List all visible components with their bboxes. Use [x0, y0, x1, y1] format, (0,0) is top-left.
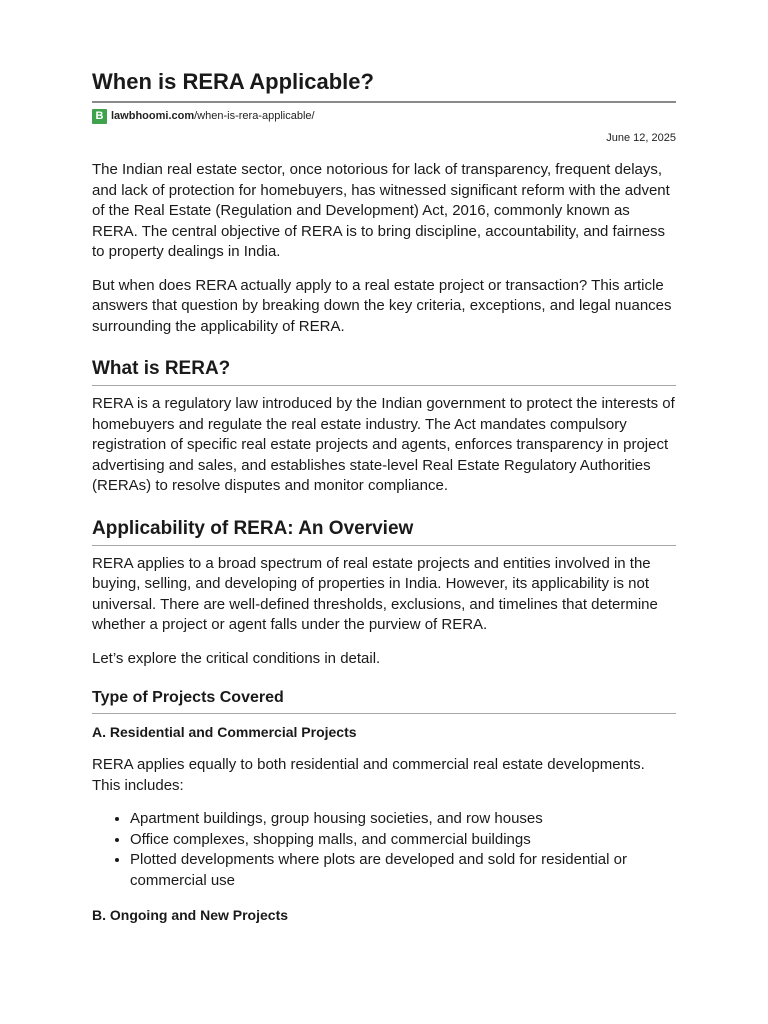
site-favicon-icon: B: [92, 109, 107, 124]
what-is-rera-heading: What is RERA?: [92, 358, 231, 379]
applicability-heading: Applicability of RERA: An Overview: [92, 517, 414, 539]
article-title: When is RERA Applicable?: [92, 69, 374, 94]
ongoing-new-projects-heading: B. Ongoing and New Projects: [92, 907, 289, 923]
source-path: /when-is-rera-applicable/: [194, 110, 315, 122]
applicability-followup: Let’s explore the critical conditions in detail.: [92, 649, 381, 667]
residential-commercial-paragraph: RERA applies equally to both residential and commercial real estate developments. This includes:: [92, 756, 645, 794]
intro-paragraph-2: But when does RERA actually apply to a real estate project or transaction? This article answers that question by breaking down the key criteria, exceptions, and legal nuances surrounding the applicability of RERA.: [92, 276, 672, 335]
project-types-list: [92, 809, 676, 891]
source-link[interactable]: [111, 108, 315, 124]
projects-covered-heading: Type of Projects Covered: [92, 689, 284, 706]
residential-commercial-heading: A. Residential and Commercial Projects: [92, 724, 357, 740]
intro-paragraph-1: The Indian real estate sector, once notorious for lack of transparency, frequent delays, and lack of protection for homebuyers, has witnessed significant reform with the advent of the Real Estate (Regulation and Development) Act, 2016, commonly known as RERA. The central objective of RERA is to bring discipline, accountability, and fairness to property dealings in India.: [92, 161, 670, 260]
list-item: • Apartment buildings, group housing societies, and row houses: [130, 809, 676, 830]
list-item: • Plotted developments where plots are developed and sold for residential or commercial use: [130, 850, 676, 891]
article-date: June 12, 2025: [606, 132, 676, 144]
source-domain: lawbhoomi.com: [111, 110, 195, 122]
projects-covered-divider: [92, 713, 676, 714]
source-line: [92, 108, 676, 124]
what-is-rera-divider: [92, 385, 676, 386]
title-divider: [92, 101, 676, 103]
what-is-rera-paragraph: RERA is a regulatory law introduced by the Indian government to protect the interests of homebuyers and regulate the real estate industry. The Act mandates compulsory registration of specific real estate projects and agents, enforces transparency in project advertising and sales, and establishes state-level Real Estate Regulatory Authorities (RERAs) to resolve disputes and monitor compliance.: [92, 395, 675, 494]
list-item: • Office complexes, shopping malls, and commercial buildings: [130, 830, 676, 851]
applicability-divider: [92, 545, 676, 546]
applicability-paragraph: RERA applies to a broad spectrum of real estate projects and entities involved in the buying, selling, and developing of properties in India. However, its applicability is not universal. There are well-defined thresholds, exclusions, and timelines that determine whether a project or agent falls under the purview of RERA.: [92, 554, 658, 633]
